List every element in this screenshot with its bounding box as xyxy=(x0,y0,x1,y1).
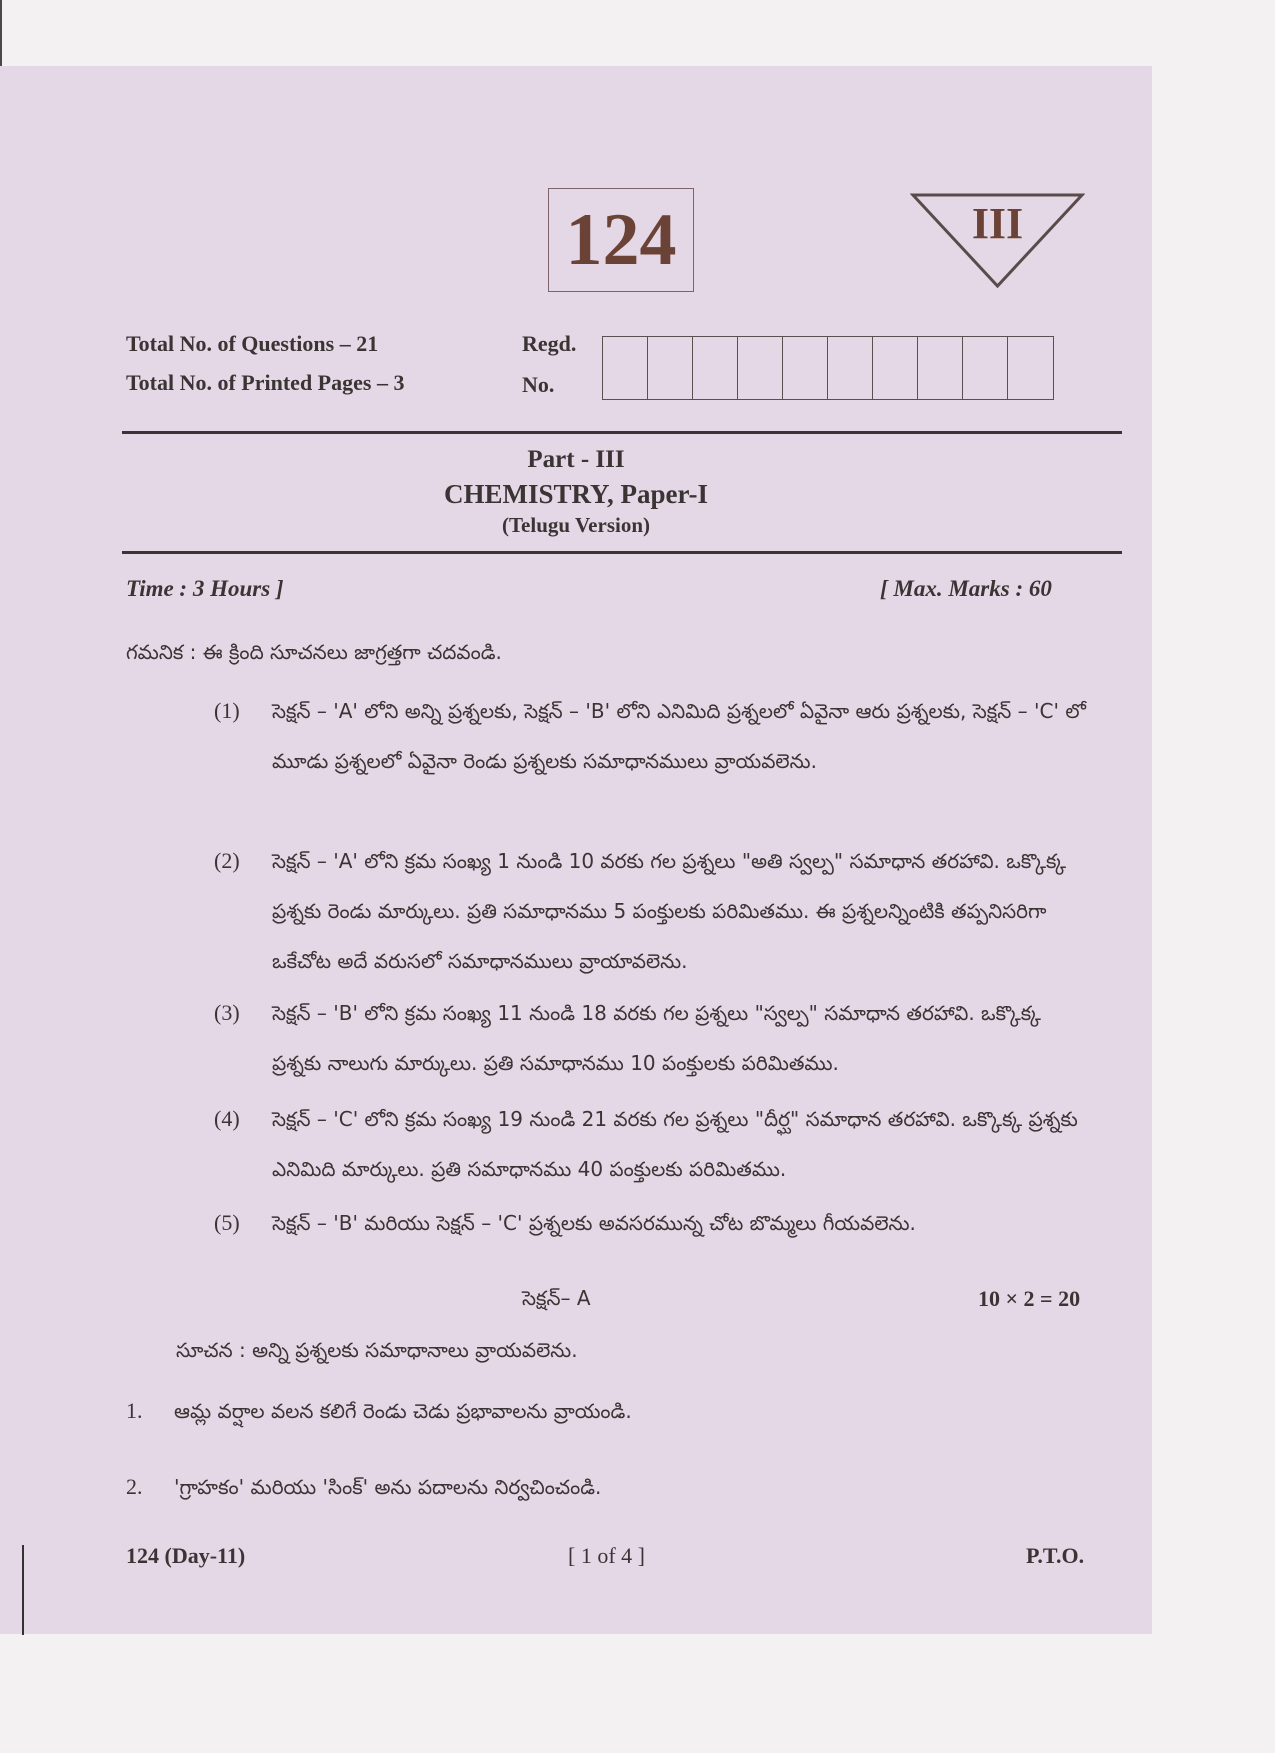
divider-bottom xyxy=(122,551,1122,554)
section-a-heading: సెక్షన్– A xyxy=(522,1286,591,1310)
question-item xyxy=(126,1474,601,1504)
time-label: Time : 3 Hours ] xyxy=(126,576,284,601)
regd-digit-cell[interactable] xyxy=(783,337,828,399)
instruction-number: (5) xyxy=(214,1210,240,1235)
question-text: 'గ్రాహకం' మరియు 'సింక్' అను పదాలను నిర్వచించండి. xyxy=(174,1475,602,1499)
regd-digit-cell[interactable] xyxy=(963,337,1008,399)
section-a-marks: 10 × 2 = 20 xyxy=(978,1286,1081,1311)
instruction-number: (2) xyxy=(214,848,240,873)
total-pages: Total No. of Printed Pages – 3 xyxy=(126,370,405,395)
regd-digit-cell[interactable] xyxy=(873,337,918,399)
version-title: (Telugu Version) xyxy=(501,513,650,537)
instruction-text: సెక్షన్ – 'B' లోని క్రమ సంఖ్య 11 నుండి 18 వరకు గల ప్రశ్నలు "స్వల్ప" సమాధాన తరహావి. ఒక్కొక్క ప్రశ్నకు నాలుగు మార్కులు. ప్రతి సమాధానము 10 పంక్తులకు పరిమితము. xyxy=(272,1001,1041,1075)
footer-page-number: [ 1 of 4 ] xyxy=(568,1543,645,1568)
regd-digit-cell[interactable] xyxy=(648,337,693,399)
paper-code: 124 xyxy=(565,198,677,281)
question-text: ఆమ్ల వర్షాల వలన కలిగే రెండు చెడు ప్రభావాలను వ్రాయండి. xyxy=(174,1399,632,1423)
note-title: గమనిక : ఈ క్రింది సూచనలు జాగ్రత్తగా చదవండి. xyxy=(126,640,502,664)
part-badge: III xyxy=(971,199,1024,248)
instruction-text: సెక్షన్ – 'B' మరియు సెక్షన్ – 'C' ప్రశ్నలకు అవసరమున్న చోట బొమ్మలు గీయవలెను. xyxy=(272,1211,916,1235)
section-a-instruction: సూచన : అన్ని ప్రశ్నలకు సమాధానాలు వ్రాయవలెను. xyxy=(176,1338,578,1362)
footer-pto: P.T.O. xyxy=(1026,1543,1085,1568)
footer-code: 124 (Day-11) xyxy=(126,1543,246,1568)
instruction-number: (3) xyxy=(214,1000,240,1025)
subject-title: CHEMISTRY, Paper-I xyxy=(443,479,709,509)
regd-no-label: No. xyxy=(522,372,555,397)
question-item xyxy=(126,1398,632,1428)
instruction-text: సెక్షన్ – 'A' లోని క్రమ సంఖ్య 1 నుండి 10 వరకు గల ప్రశ్నలు "అతి స్వల్ప" సమాధాన తరహావి. ఒక్కొక్క ప్రశ్నకు రెండు మార్కులు. ప్రతి సమాధానము 5 పంక్తులకు పరిమితము. ఈ ప్రశ్నలన్నింటికి తప్పనిసరిగా ఒకేచోట అదే వరుసలో సమాధానములు వ్రాయావలెను. xyxy=(272,849,1067,973)
instruction-item xyxy=(214,1094,1094,1194)
regd-digit-cell[interactable] xyxy=(603,337,648,399)
total-questions: Total No. of Questions – 21 xyxy=(126,331,379,356)
regd-digit-cell[interactable] xyxy=(738,337,783,399)
question-number: 2. xyxy=(126,1474,143,1499)
instruction-item xyxy=(214,836,1094,986)
instruction-item xyxy=(214,686,1094,786)
instruction-text: సెక్షన్ – 'A' లోని అన్ని ప్రశ్నలకు, సెక్షన్ – 'B' లోని ఎనిమిది ప్రశ్నలలో ఏవైనా ఆరు ప్రశ్నలకు, సెక్షన్ – 'C' లో మూడు ప్రశ్నలలో ఏవైనా రెండు ప్రశ్నలకు సమాధానములు వ్రాయవలెను. xyxy=(272,699,1086,773)
instruction-number: (4) xyxy=(214,1106,240,1131)
regd-digit-cell[interactable] xyxy=(918,337,963,399)
instruction-item xyxy=(214,1198,1094,1248)
part-title: Part - III xyxy=(527,446,625,473)
max-marks-label: [ Max. Marks : 60 xyxy=(880,576,1052,601)
regd-digit-cell[interactable] xyxy=(1008,337,1053,399)
paper-code-box xyxy=(548,188,694,292)
scan-edge-line xyxy=(0,0,2,66)
regd-label: Regd. xyxy=(522,331,577,356)
regd-digit-cell[interactable] xyxy=(693,337,738,399)
instruction-item xyxy=(214,988,1094,1088)
instruction-text: సెక్షన్ – 'C' లోని క్రమ సంఖ్య 19 నుండి 21 వరకు గల ప్రశ్నలు "దీర్ఘ" సమాధాన తరహావి. ఒక్కొక్క ప్రశ్నకు ఎనిమిది మార్కులు. ప్రతి సమాధానము 40 పంక్తులకు పరిమితము. xyxy=(272,1107,1078,1181)
regd-number-grid xyxy=(602,336,1054,400)
question-number: 1. xyxy=(126,1398,143,1423)
regd-digit-cell[interactable] xyxy=(828,337,873,399)
margin-mark xyxy=(22,1545,24,1635)
divider-top xyxy=(122,431,1122,434)
instruction-number: (1) xyxy=(214,698,240,723)
